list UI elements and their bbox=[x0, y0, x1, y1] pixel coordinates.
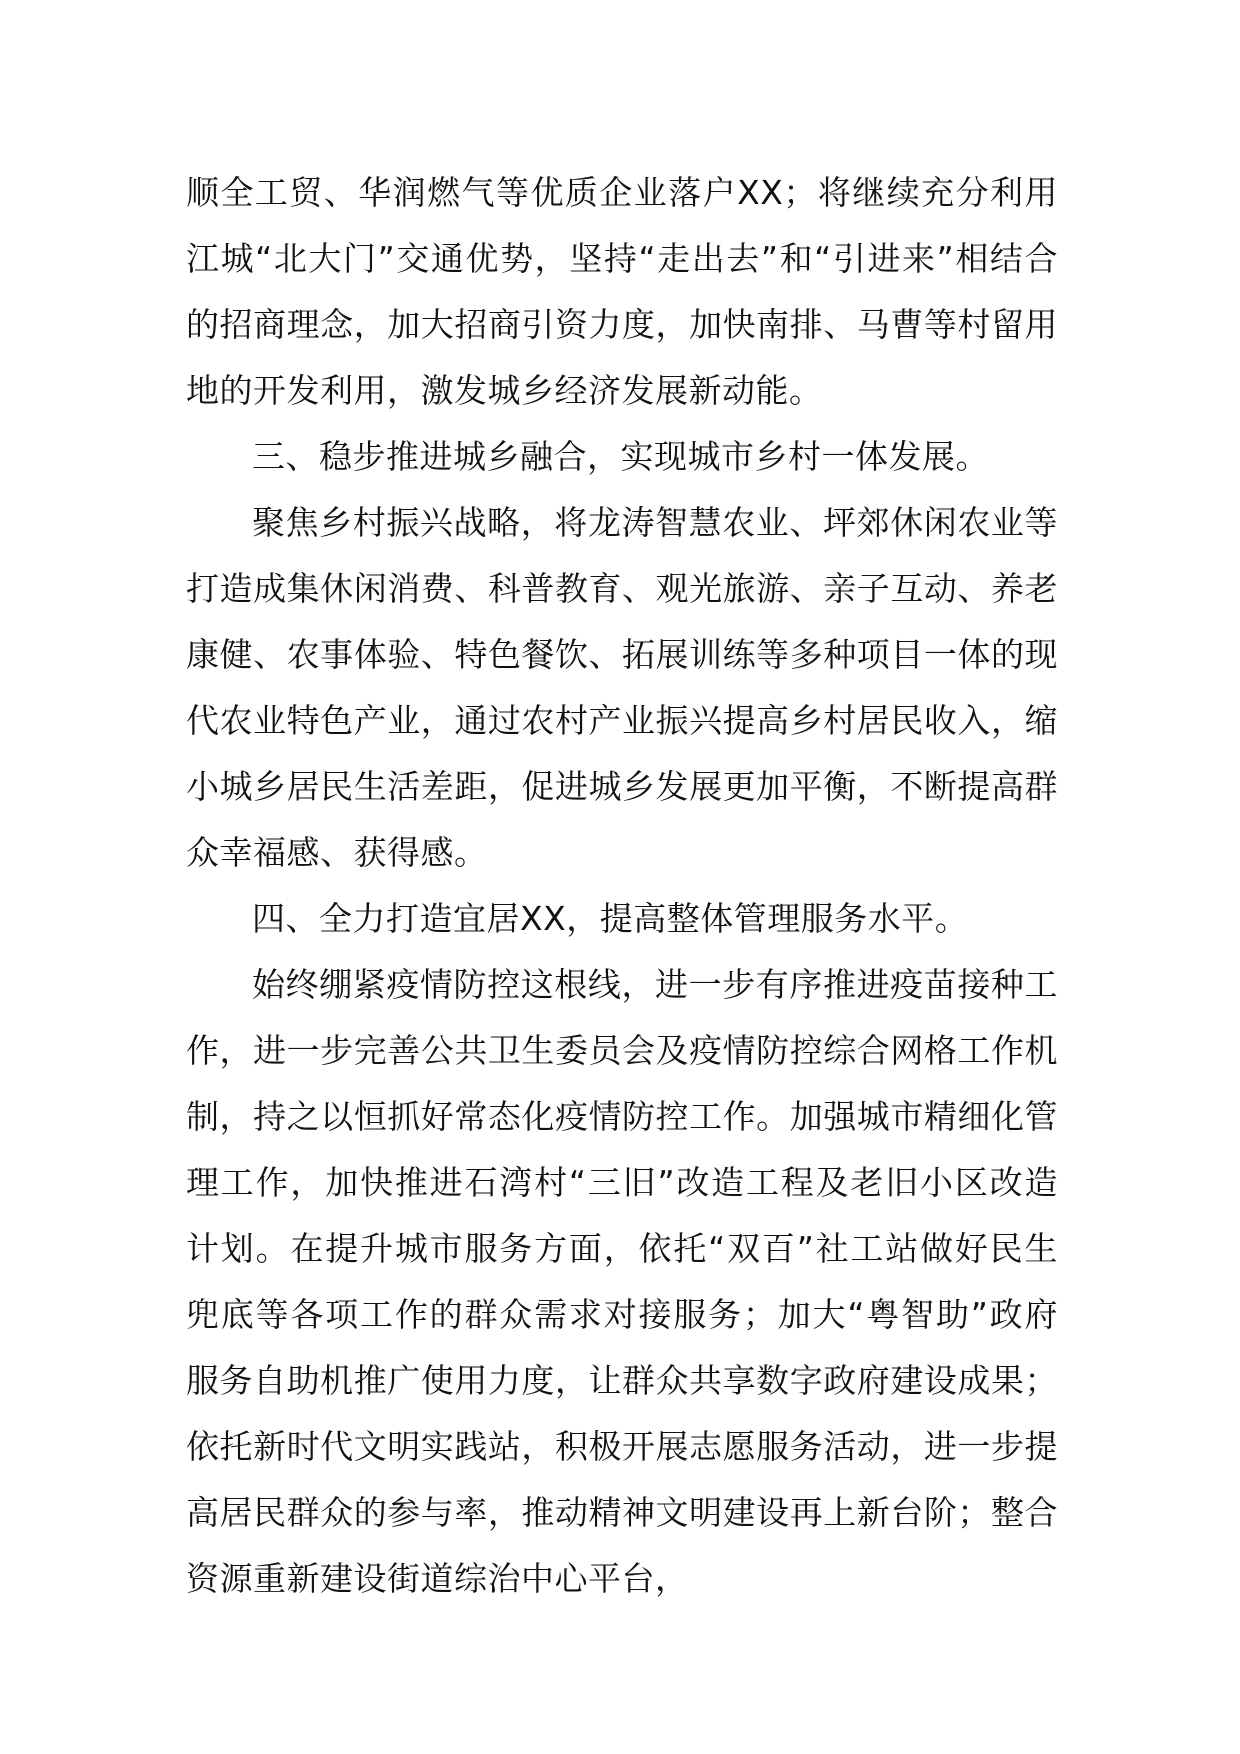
section-heading-3: 三、稳步推进城乡融合，实现城市乡村一体发展。 bbox=[252, 437, 989, 476]
paragraph-continuation: 顺全工贸、华润燃气等优质企业落户XX；将继续充分利用江城“北大门”交通优势，坚持“走出去”和“引进来”相结合的招商理念，加大招商引资力度，加快南排、马曹等村留用地的开发利用，激发城乡经济发展新动能。 bbox=[186, 173, 1058, 410]
section-heading-4: 四、全力打造宜居XX，提高整体管理服务水平。 bbox=[252, 899, 969, 938]
paragraph-epidemic-management: 始终绷紧疫情防控这根线，进一步有序推进疫苗接种工作，进一步完善公共卫生委员会及疫情防控综合网格工作机制，持之以恒抓好常态化疫情防控工作。加强城市精细化管理工作，加快推进石湾村“三旧”改造工程及老旧小区改造计划。在提升城市服务方面，依托“双百”社工站做好民生兜底等各项工作的群众需求对接服务；加大“粤智助”政府服务自助机推广使用力度，让群众共享数字政府建设成果；依托新时代文明实践站，积极开展志愿服务活动，进一步提高居民群众的参与率，推动精神文明建设再上新台阶；整合资源重新建设街道综治中心平台， bbox=[186, 965, 1058, 1598]
paragraph-rural-revitalization: 聚焦乡村振兴战略，将龙涛智慧农业、坪郊休闲农业等打造成集休闲消费、科普教育、观光旅游、亲子互动、养老康健、农事体验、特色餐饮、拓展训练等多种项目一体的现代农业特色产业，通过农村产业振兴提高乡村居民收入，缩小城乡居民生活差距，促进城乡发展更加平衡，不断提高群众幸福感、获得感。 bbox=[186, 503, 1058, 872]
document-body bbox=[186, 160, 1058, 1612]
